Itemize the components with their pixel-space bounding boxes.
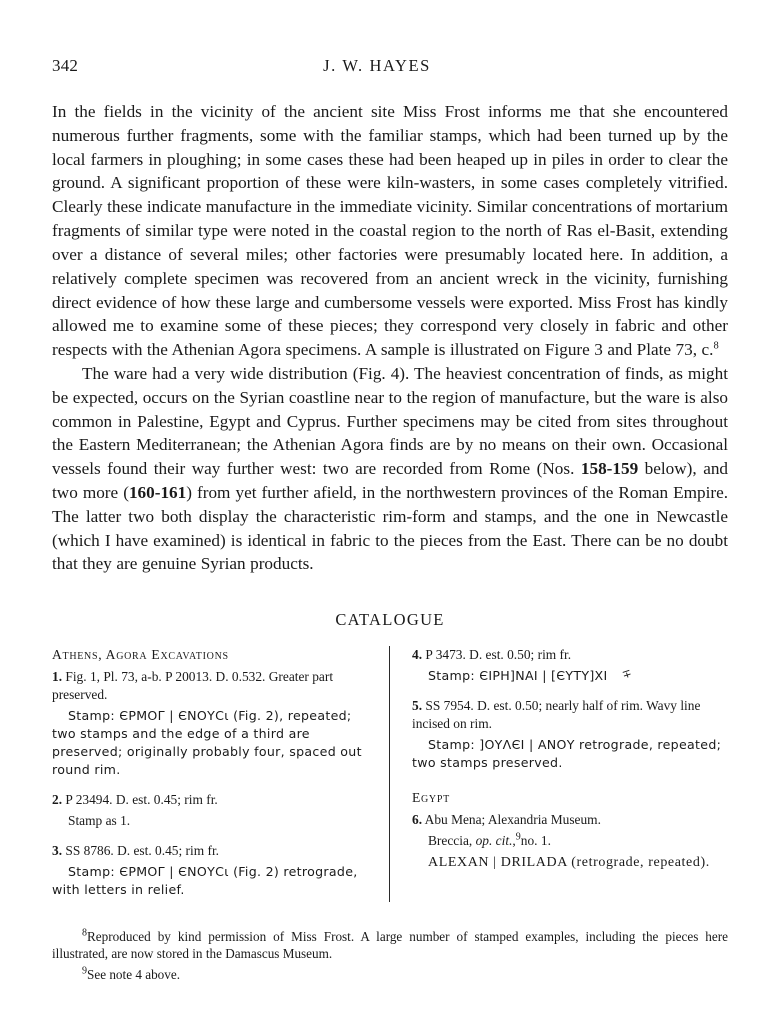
- stamp-text: Stamp: ЄΡΜΟΓ | ЄΝΟΥϹι (Fig. 2) retrograde, with letters in relief.: [52, 863, 358, 897]
- section-title-egypt: Egypt: [412, 790, 450, 806]
- catalogue-columns: [52, 646, 728, 902]
- reference-text: Breccia, op. cit.,: [428, 832, 516, 848]
- catalogue-entry-1-stamp: [52, 707, 367, 779]
- footnote-text: Reproduced by kind permission of Miss Frost. A large number of stamped examples, including the pieces here illustrated, are now stored in the Damascus Museum.: [52, 928, 728, 962]
- spacer: [52, 833, 367, 842]
- footnote-ref-9: 9: [515, 831, 521, 843]
- catalogue-entry-5: [412, 697, 728, 733]
- entry-number: 1.: [52, 668, 63, 684]
- stamp-flourish-icon: ∓: [621, 666, 634, 682]
- catalogue-entry-4-stamp: [412, 667, 728, 685]
- catalogue-entry-3-stamp: [52, 863, 367, 899]
- catalogue-entry-2-stamp: Stamp as 1.: [68, 812, 131, 828]
- entry-text: P 23494. D. est. 0.45; rim fr.: [62, 791, 218, 807]
- catalogue-entry-5-stamp: [412, 736, 728, 772]
- catalogue-heading: CATALOGUE: [335, 610, 445, 630]
- stamp-text: Stamp: ЄΙΡΗ]ΝΑΙ | [ЄΥΤΥ]ΧΙ: [428, 668, 608, 684]
- body-text: [52, 100, 728, 576]
- page-number: 342: [52, 56, 79, 75]
- footnote-mark: 8: [82, 927, 87, 939]
- stamp-text: ALEXAN | DRILADA (retrograde, repeated).: [428, 854, 710, 870]
- paragraph-2: [52, 362, 728, 576]
- paragraph-1-text: In the fields in the vicinity of the ancient site Miss Frost informs me that she encountered numerous further fragments, some with the familiar stamps, which had been turned up by the local farmers in ploughing; in some cases these had been heaped up in piles in order to clear the ground. A significant proportion of these were kiln-wasters, in some cases completely vitrified. Clearly these indicate manufacture in the immediate vicinity. Similar concentrations of mortarium fragments of similar type were noted in the coastal region to the north of Ras el-Basit, extending over a distance of several miles; other factories were presumably located here. In addition, a relatively complete specimen was recovered from an ancient wreck in the vicinity, furnishing direct evidence of how these large and cumbersome vessels were exported. Miss Frost has kindly allowed me to examine some of these pieces; they correspond very closely in fabric and other respects with the Athenian Agora specimens. A sample is illustrated on Figure 3 and Plate 73, c.: [52, 102, 728, 360]
- catalogue-entry-1: [52, 668, 367, 704]
- entry-number: 5.: [412, 698, 423, 714]
- footnote-8: [52, 928, 728, 963]
- catalogue-column-right: [390, 646, 728, 902]
- spacer: [412, 688, 728, 697]
- reference-number: no. 1.: [520, 832, 551, 848]
- catalogue-entry-3: [52, 842, 367, 860]
- paragraph-2-text-a: The ware had a very wide distribution (Fig. 4). The heaviest concentration of finds, as might be expected, occurs on the Syrian coastline near to the region of manufacture, but the ware is also common in Palestine, Egypt and Cyprus. Further specimens may be cited from sites throughout the Eastern Mediterranean; the Athenian Agora finds are by no means on their own. Occasional vessels found their way further west: two are recorded from Rome (Nos.: [52, 363, 728, 479]
- entry-text: SS 8786. D. est. 0.45; rim fr.: [62, 842, 220, 858]
- footnote-ref-8: 8: [713, 340, 719, 352]
- entry-number: 4.: [412, 647, 423, 663]
- entry-number: 6.: [412, 811, 423, 827]
- paragraph-2-text-c: ) from yet further afield, in the northwestern provinces of the Roman Empire. The latter two both display the characteristic rim-form and stamps, and the one in Newcastle (which I have examined) is identical in fabric to the pieces from the East. There can be no doubt that they are genuine Syrian products.: [52, 483, 728, 574]
- catalogue-entry-2: [52, 791, 367, 809]
- catalogue-entry-6: [412, 811, 728, 829]
- page-content: [52, 56, 728, 984]
- entry-text: Abu Mena; Alexandria Museum.: [422, 811, 601, 827]
- paragraph-1: [52, 100, 728, 362]
- running-title: J. W. HAYES: [323, 56, 431, 75]
- catalogue-ref-160-161: 160-161: [128, 483, 187, 502]
- catalogue-entry-6-reference: [412, 832, 728, 850]
- stamp-text: Stamp: ЄΡΜΟΓ | ЄΝΟΥϹι (Fig. 2), repeated; two stamps and the edge of a third are preserved; originally probably four, spaced out round rim.: [52, 707, 362, 777]
- entry-number: 3.: [52, 842, 63, 858]
- entry-text: Fig. 1, Pl. 73, a-b. P 20013. D. 0.532. Greater part preserved.: [52, 668, 334, 702]
- entry-text: P 3473. D. est. 0.50; rim fr.: [422, 647, 572, 663]
- paragraph-2-text-b: below), and two more (: [52, 459, 729, 502]
- footnotes: [52, 928, 728, 984]
- spacer: [52, 782, 367, 791]
- entry-number: 2.: [52, 791, 63, 807]
- footnote-text: See note 4 above.: [87, 966, 181, 982]
- footnote-9: [52, 966, 728, 984]
- entry-text: SS 7954. D. est. 0.50; nearly half of rim. Wavy line incised on rim.: [412, 698, 701, 732]
- running-head: [52, 56, 728, 78]
- catalogue-entry-4: [412, 646, 728, 664]
- section-title-athens: Athens, Agora Excavations: [52, 647, 229, 663]
- catalogue-ref-158-159: 158-159: [580, 459, 639, 479]
- stamp-text: Stamp: ]ΟΥΛЄΙ | ΑΝΟΥ retrograde, repeated; two stamps preserved.: [412, 737, 722, 771]
- footnote-mark: 9: [82, 965, 87, 977]
- catalogue-column-left: [52, 646, 390, 902]
- catalogue-entry-6-stamp: [412, 853, 728, 873]
- spacer: [412, 775, 728, 789]
